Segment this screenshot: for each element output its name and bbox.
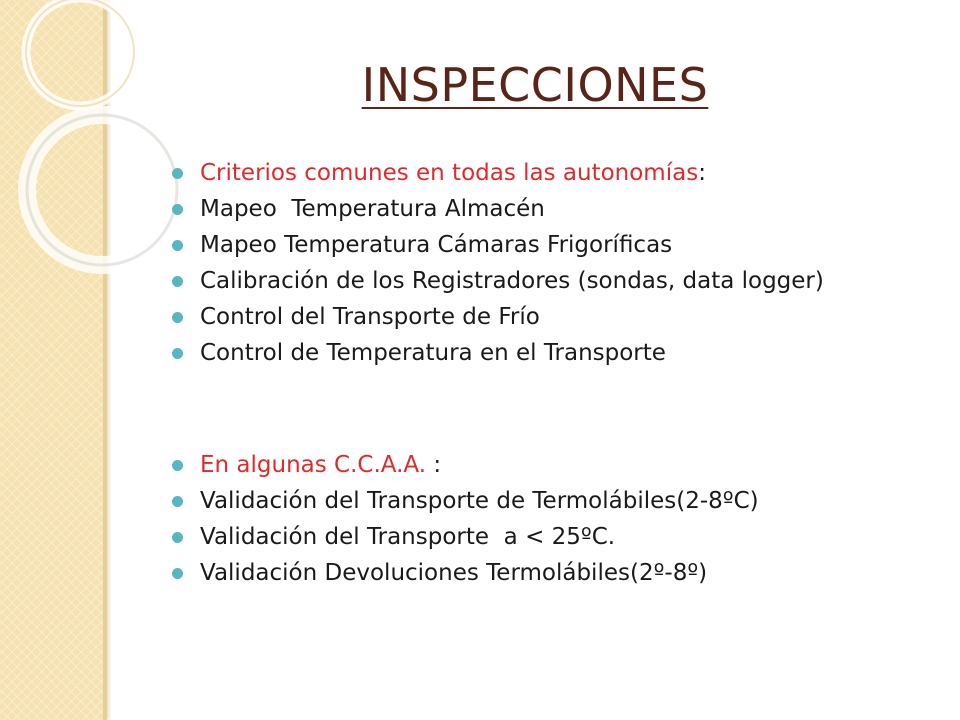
- bullet-icon: [172, 168, 183, 179]
- bullet-icon: [172, 276, 183, 287]
- list-heading-criterios: Criterios comunes en todas las autonomías:: [170, 155, 824, 191]
- list-item: Validación del Transporte de Termolábiles(2-8ºC): [170, 483, 824, 519]
- bullet-icon: [172, 312, 183, 323]
- bullet-icon: [172, 240, 183, 251]
- bullet-icon: [172, 496, 183, 507]
- bullet-icon: [172, 568, 183, 579]
- list-item: Validación del Transporte a < 25ºC.: [170, 519, 824, 555]
- bullet-icon: [172, 460, 183, 471]
- bullet-icon: [172, 204, 183, 215]
- list-item: Control del Transporte de Frío: [170, 299, 824, 335]
- bullet-icon: [172, 532, 183, 543]
- list-item: Mapeo Temperatura Cámaras Frigoríficas: [170, 227, 824, 263]
- page-title: INSPECCIONES: [361, 58, 709, 112]
- decorative-circles: [0, 0, 160, 260]
- list-item: Mapeo Temperatura Almacén: [170, 191, 824, 227]
- list-item: Calibración de los Registradores (sondas, data logger): [170, 263, 824, 299]
- bullet-list: [170, 155, 824, 591]
- list-item: Control de Temperatura en el Transporte: [170, 335, 824, 371]
- list-heading-ccaa: En algunas C.C.A.A. :: [170, 447, 824, 483]
- bullet-icon: [172, 348, 183, 359]
- spacer: [170, 371, 824, 447]
- list-item: Validación Devoluciones Termolábiles(2º-8º): [170, 555, 824, 591]
